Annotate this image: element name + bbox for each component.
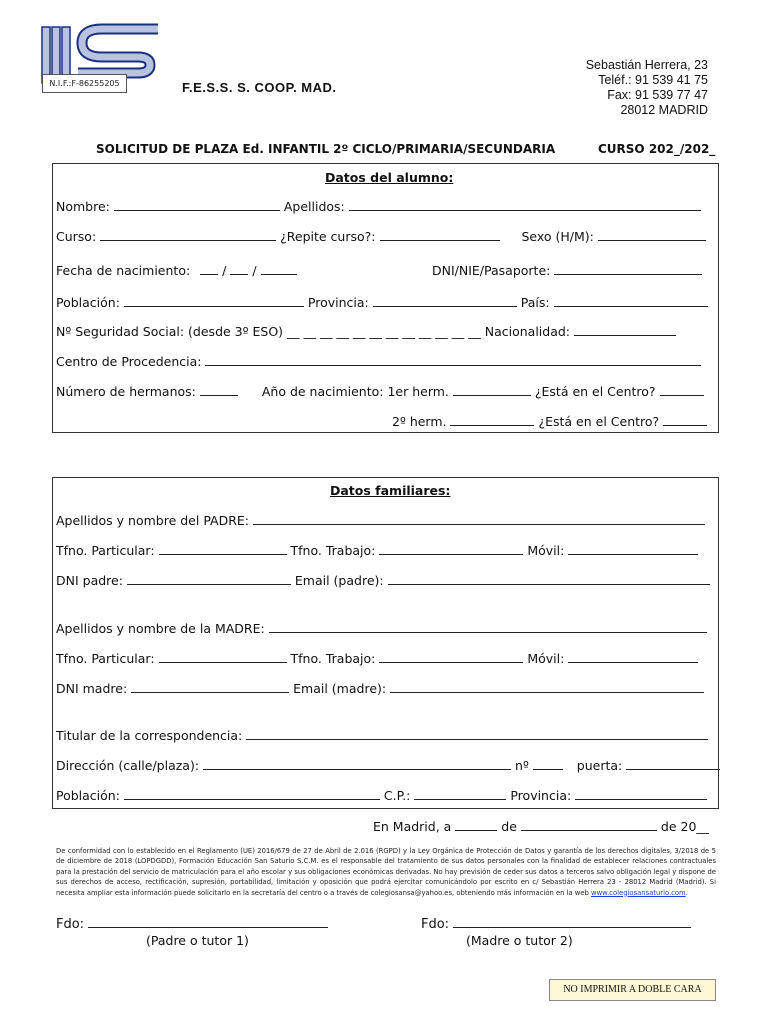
anio1-field[interactable] (453, 383, 531, 396)
mother-signature-field[interactable] (453, 914, 691, 928)
padre-movil-field[interactable] (568, 542, 698, 555)
row-hermano2 (392, 413, 707, 429)
nacionalidad-label: Nacionalidad: (484, 324, 571, 339)
family-section-title: Datos familiares: (330, 483, 451, 498)
father-signature-field[interactable] (88, 914, 328, 928)
row-titular (56, 727, 708, 743)
madre-tfno-trab-label: Tfno. Trabajo: (290, 651, 376, 666)
row-dni (432, 262, 702, 278)
email-padre-label: Email (padre): (294, 573, 384, 588)
student-section-title: Datos del alumno: (325, 170, 454, 185)
fecha-month-field[interactable] (230, 262, 248, 275)
website-link[interactable]: www.colegiosansaturio.com (591, 888, 686, 897)
fecha-year-field[interactable] (261, 262, 297, 275)
cp-field[interactable] (414, 787, 506, 800)
dni-padre-field[interactable] (127, 572, 291, 585)
no-double-print-note: NO IMPRIMIR A DOBLE CARA (549, 979, 716, 1001)
row-curso (56, 228, 706, 244)
nif-label: N.I.F.:F-86255205 (42, 74, 127, 93)
puerta-field[interactable] (626, 757, 720, 770)
sexo-label: Sexo (H/M): (521, 229, 594, 244)
poblacion-field[interactable] (124, 294, 304, 307)
provincia-fam-label: Provincia: (510, 788, 572, 803)
address-line: Teléf.: 91 539 41 75 (598, 73, 708, 87)
poblacion-fam-label: Población: (56, 788, 120, 803)
row-fecha: Fecha de nacimiento: / / (56, 262, 297, 278)
place-de-1: de (501, 819, 517, 834)
address-line: Sebastián Herrera, 23 (585, 58, 708, 72)
seguridad-field[interactable]: __ __ __ __ __ __ __ __ __ __ __ __ (287, 324, 481, 339)
padre-field[interactable] (253, 512, 705, 525)
row-padre-tel (56, 542, 698, 558)
father-signature-line (56, 914, 328, 932)
mother-signature-line (421, 914, 691, 932)
dni-madre-label: DNI madre: (56, 681, 128, 696)
fecha-label: Fecha de nacimiento: (56, 263, 191, 278)
direccion-label: Dirección (calle/plaza): (56, 758, 200, 773)
place-date-line (373, 818, 709, 834)
curso-field[interactable] (100, 228, 276, 241)
anio1-label: Año de nacimiento: 1er herm. (261, 384, 449, 399)
madre-movil-field[interactable] (568, 650, 698, 663)
madre-movil-label: Móvil: (527, 651, 565, 666)
father-caption: (Padre o tutor 1) (146, 933, 249, 948)
seguridad-label: Nº Seguridad Social: (desde 3º ESO) (56, 324, 284, 339)
address-line: Fax: 91 539 77 47 (607, 88, 708, 102)
row-madre-tel (56, 650, 698, 666)
pais-field[interactable] (554, 294, 708, 307)
padre-tfno-trab-label: Tfno. Trabajo: (290, 543, 376, 558)
titular-field[interactable] (246, 727, 708, 740)
email-madre-label: Email (madre): (293, 681, 387, 696)
month-field[interactable] (521, 818, 657, 831)
row-poblacion (56, 294, 708, 310)
fdo-mother-label: Fdo: (421, 917, 450, 932)
madre-tfno-trab-field[interactable] (379, 650, 523, 663)
sexo-field[interactable] (598, 228, 706, 241)
apellidos-field[interactable] (349, 198, 701, 211)
anio2-field[interactable] (450, 413, 534, 426)
padre-label: Apellidos y nombre del PADRE: (56, 513, 250, 528)
mother-caption: (Madre o tutor 2) (466, 933, 573, 948)
place-de-2: de 20__ (660, 819, 709, 834)
madre-field[interactable] (269, 620, 707, 633)
esta1-field[interactable] (660, 383, 704, 396)
organization-name: F.E.S.S. S. COOP. MAD. (182, 80, 337, 95)
row-padre (56, 512, 705, 528)
esta2-field[interactable] (663, 413, 707, 426)
repite-label: ¿Repite curso?: (280, 229, 376, 244)
numero-label: nº (515, 758, 529, 773)
centro-label: Centro de Procedencia: (56, 354, 202, 369)
row-seguridad (56, 323, 676, 339)
row-centro (56, 353, 701, 369)
titular-label: Titular de la correspondencia: (56, 728, 243, 743)
legal-end: . (685, 888, 688, 897)
madre-label: Apellidos y nombre de la MADRE: (56, 621, 265, 636)
esta2-label: ¿Está en el Centro? (538, 414, 660, 429)
day-field[interactable] (455, 818, 497, 831)
row-hermanos (56, 383, 704, 399)
padre-tfno-part-label: Tfno. Particular: (56, 543, 155, 558)
form-title: SOLICITUD DE PLAZA Ed. INFANTIL 2º CICLO/PRIMARIA/SECUNDARIA (96, 142, 556, 156)
dni-label: DNI/NIE/Pasaporte: (432, 263, 551, 278)
poblacion-fam-field[interactable] (124, 787, 380, 800)
nacionalidad-field[interactable] (574, 323, 676, 336)
provincia-fam-field[interactable] (575, 787, 707, 800)
dni-field[interactable] (554, 262, 702, 275)
apellidos-label: Apellidos: (283, 199, 345, 214)
poblacion-label: Población: (56, 295, 120, 310)
provincia-label: Provincia: (307, 295, 369, 310)
direccion-field[interactable] (203, 757, 511, 770)
madre-tfno-part-field[interactable] (159, 650, 287, 663)
pais-label: País: (520, 295, 550, 310)
padre-tfno-part-field[interactable] (159, 542, 287, 555)
provincia-field[interactable] (373, 294, 517, 307)
legal-text: De conformidad con lo establecido en el Reglamento (UE) 2016/679 de 27 de Abril de 2.016 (RGPD) y la Ley Orgánica de Protección de Datos y garantía de los derechos digitales, 3/2018 de 5 de diciembre de 2018 (LOPDGDD), Formación Educación San Saturio S.C.M. es el responsable del tratamiento de sus datos personales con la finalidad de establecer relaciones contractuales para la prestación del servicio de matriculación para el año escolar y sus obligaciones económicas derivadas. No hay previsión de ceder sus datos a terceros salvo obligación legal y dispone de sus derechos de acceso, rectificación, supresión, portabilidad, limitación y oposición que podrá ejercitar comunicándolo por escrito en c/ Sebastián Herrera 23 - 28012 Madrid (Madrid). Si necesita ampliar esta información puede solicitarlo en la secretaría del centro o a través de colegiosansa@yahoo.es, obteniendo más información en la web (56, 847, 716, 897)
puerta-label: puerta: (576, 758, 623, 773)
row-madre (56, 620, 707, 636)
fecha-day-field[interactable] (200, 262, 218, 275)
place-prefix: En Madrid, a (373, 819, 452, 834)
dni-padre-label: DNI padre: (56, 573, 123, 588)
address-block (586, 58, 708, 118)
hermanos-field[interactable] (200, 383, 238, 396)
cp-label: C.P.: (383, 788, 411, 803)
row-madre-dni (56, 680, 704, 696)
legal-notice (56, 846, 716, 898)
madre-tfno-part-label: Tfno. Particular: (56, 651, 155, 666)
repite-field[interactable] (380, 228, 500, 241)
hermanos-label: Número de hermanos: (56, 384, 196, 399)
address-line: 28012 MADRID (620, 103, 708, 117)
email-padre-field[interactable] (388, 572, 710, 585)
dni-madre-field[interactable] (131, 680, 289, 693)
fdo-father-label: Fdo: (56, 917, 85, 932)
padre-movil-label: Móvil: (527, 543, 565, 558)
nombre-label: Nombre: (56, 199, 110, 214)
row-poblacion-fam (56, 787, 707, 803)
centro-field[interactable] (205, 353, 701, 366)
numero-field[interactable] (533, 757, 563, 770)
row-direccion (56, 757, 720, 773)
padre-tfno-trab-field[interactable] (379, 542, 523, 555)
email-madre-field[interactable] (390, 680, 704, 693)
row-padre-dni (56, 572, 710, 588)
esta1-label: ¿Está en el Centro? (534, 384, 656, 399)
anio2-label: 2º herm. (392, 414, 447, 429)
nombre-field[interactable] (114, 198, 280, 211)
course-label: CURSO 202_/202_ (598, 142, 716, 156)
curso-label: Curso: (56, 229, 97, 244)
row-nombre (56, 198, 701, 214)
